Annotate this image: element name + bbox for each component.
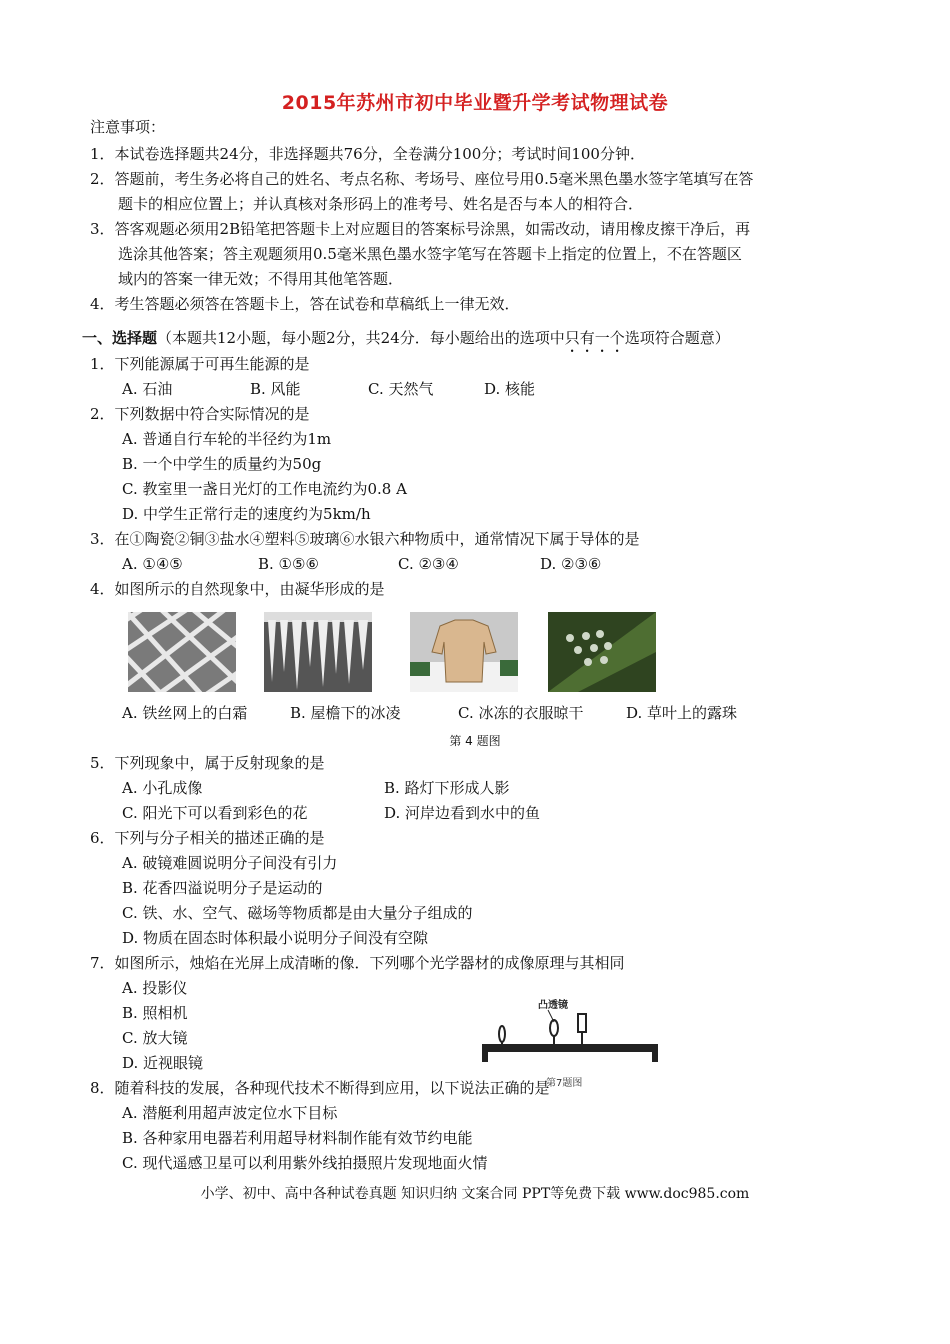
option-a: A. 小孔成像 — [122, 779, 203, 797]
figure-caption: 第7题图 — [546, 1078, 583, 1089]
section-title: 一、选择题 — [82, 329, 158, 347]
option-d: D. 中学生正常行走的速度约为5km/h — [122, 505, 371, 523]
option-b: B. ①⑤⑥ — [258, 555, 319, 573]
dewdrops-image — [548, 612, 656, 692]
section-emphasis: 只有一个 — [564, 329, 625, 347]
notice-line: 4．考生答题必须答在答题卡上，答在试卷和草稿纸上一律无效． — [90, 295, 520, 313]
question-stem: 2．下列数据中符合实际情况的是 — [90, 405, 310, 423]
notice-line: 3．答客观题必须用2B铅笔把答题卡上对应题目的答案标号涂黑，如需改动，请用橡皮擦干净后，再 — [90, 220, 751, 238]
frost-wire-image — [128, 612, 236, 692]
option-d: D. 核能 — [484, 380, 536, 398]
option-c: C. 放大镜 — [122, 1029, 188, 1047]
notice-line: 选涂其他答案；答主观题须用0.5毫米黑色墨水签字笔写在答题卡上指定的位置上，不在答题区 — [118, 245, 742, 263]
exam-title: 2015年苏州市初中毕业暨升学考试物理试卷 — [281, 92, 669, 114]
question-stem: 3．在①陶瓷②铜③盐水④塑料⑤玻璃⑥水银六种物质中，通常情况下属于导体的是 — [90, 530, 640, 548]
option-d: D. 草叶上的露珠 — [626, 704, 738, 722]
option-b: B. 一个中学生的质量约为50g — [122, 455, 322, 473]
question-stem: 6．下列与分子相关的描述正确的是 — [90, 829, 325, 847]
question-stem: 8．随着科技的发展，各种现代技术不断得到应用，以下说法正确的是 — [90, 1079, 550, 1097]
option-a: A. ①④⑤ — [122, 555, 183, 573]
question-stem: 4．如图所示的自然现象中，由凝华形成的是 — [90, 580, 385, 598]
option-c: C. 阳光下可以看到彩色的花 — [122, 804, 308, 822]
option-c: C. ②③④ — [398, 555, 459, 573]
option-b: B. 花香四溢说明分子是运动的 — [122, 879, 323, 897]
section-heading — [82, 328, 730, 356]
notice-heading: 注意事项： — [90, 118, 166, 136]
option-c: C. 天然气 — [368, 380, 434, 398]
lens-label: 凸透镜 — [538, 1000, 568, 1011]
notice-line: 域内的答案一律无效；不得用其他笔答题． — [118, 270, 404, 288]
option-b: B. 路灯下形成人影 — [384, 779, 510, 797]
figure-caption: 第 4 题图 — [449, 734, 501, 748]
question-stem: 7．如图所示，烛焰在光屏上成清晰的像．下列哪个光学器材的成像原理与其相同 — [90, 954, 625, 972]
option-a: A. 铁丝网上的白霜 — [122, 704, 248, 722]
option-d: D. 物质在固态时体积最小说明分子间没有空隙 — [122, 929, 429, 947]
icicles-image — [264, 612, 372, 692]
option-b: B. 屋檐下的冰凌 — [290, 704, 401, 722]
question-stem: 5．下列现象中，属于反射现象的是 — [90, 754, 325, 772]
option-d: D. 河岸边看到水中的鱼 — [384, 804, 541, 822]
option-d: D. ②③⑥ — [540, 555, 602, 573]
option-c: C. 教室里一盏日光灯的工作电流约为0.8 A — [122, 480, 407, 498]
section-desc: （本题共12小题，每小题2分，共24分．每小题给出的选项中 — [157, 329, 565, 347]
option-a: A. 破镜难圆说明分子间没有引力 — [122, 854, 338, 872]
notice-line: 题卡的相应位置上；并认真核对条形码上的准考号、姓名是否与本人的相符合． — [118, 195, 644, 213]
option-a: A. 投影仪 — [122, 979, 188, 997]
question-stem: 1．下列能源属于可再生能源的是 — [90, 355, 310, 373]
option-a: A. 潜艇利用超声波定位水下目标 — [122, 1104, 338, 1122]
option-a: A. 普通自行车轮的半径约为1m — [122, 430, 332, 448]
option-a: A. 石油 — [122, 380, 173, 398]
notice-line: 1．本试卷选择题共24分，非选择题共76分，全卷满分100分；考试时间100分钟． — [90, 145, 645, 163]
option-d: D. 近视眼镜 — [122, 1054, 204, 1072]
notice-line: 2．答题前，考生务必将自己的姓名、考点名称、考场号、座位号用0.5毫米黑色墨水签字笔填写在答 — [90, 170, 754, 188]
option-c: C. 冰冻的衣服晾干 — [458, 704, 584, 722]
option-c: C. 铁、水、空气、磁场等物质都是由大量分子组成的 — [122, 904, 473, 922]
option-b: B. 风能 — [250, 380, 301, 398]
frozen-clothes-image — [410, 612, 518, 692]
section-desc-end: 选项符合题意） — [624, 329, 730, 347]
option-c: C. 现代遥感卫星可以利用紫外线拍摄照片发现地面火情 — [122, 1154, 488, 1172]
option-b: B. 照相机 — [122, 1004, 188, 1022]
option-b: B. 各种家用电器若利用超导材料制作能有效节约电能 — [122, 1129, 473, 1147]
page-footer: 小学、初中、高中各种试卷真题 知识归纳 文案合同 PPT等免费下载 www.doc985.com — [200, 1186, 750, 1202]
